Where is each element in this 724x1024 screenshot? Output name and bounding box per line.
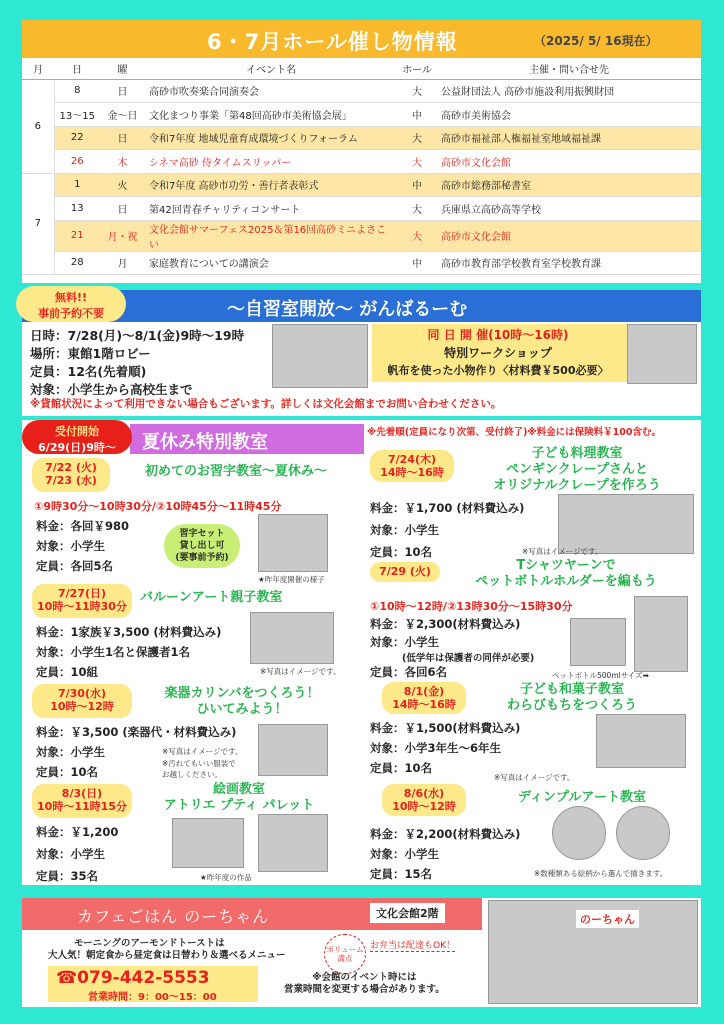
study-room-title: ～自習室開放～ がんばるーむ xyxy=(227,299,468,320)
study-room-panel xyxy=(22,290,701,416)
no-reservation-label: 事前予約不要 xyxy=(38,307,104,320)
kalimba-title xyxy=(142,686,342,718)
wagashi-fee: 料金：￥1,500(材料費込み) xyxy=(370,721,521,735)
wagashi-photo xyxy=(596,714,686,768)
day-cell: 28 xyxy=(54,251,100,275)
dow-cell: 金～日 xyxy=(100,103,145,127)
balloon-date xyxy=(32,584,132,618)
painting-target: 対象：小学生 xyxy=(36,847,105,861)
day-cell: 21 xyxy=(54,220,100,251)
holder-fee: 料金：￥2,300(材料費込み) xyxy=(370,617,521,631)
col-header: 主催・問い合せ先 xyxy=(437,58,701,79)
note-line: ※会館のイベント時には xyxy=(312,972,417,983)
date-line: 7/30(水) xyxy=(57,687,107,700)
holder-times: ①10時～12時/②13時30分～15時30分 xyxy=(370,600,573,613)
hall-cell: 中 xyxy=(397,251,437,275)
col-header: ホール xyxy=(397,58,437,79)
balloon-capacity: 定員：10組 xyxy=(36,665,99,679)
event-name-cell: シネマ高砂 侍タイムスリッパー xyxy=(145,150,397,174)
kalimba-photo xyxy=(258,724,328,776)
calligraphy-target: 対象：小学生 xyxy=(36,539,105,553)
desc-line: モーニングのアーモンドトーストは xyxy=(74,938,225,949)
date-line: 8/1(金) xyxy=(403,685,445,698)
host-cell: 高砂市美術協会 xyxy=(437,103,701,127)
painting-photo-2 xyxy=(258,814,328,872)
col-header: 月 xyxy=(22,58,54,79)
host-cell: 公益財団法人 高砂市施設利用振興財団 xyxy=(437,79,701,103)
table-row xyxy=(22,126,701,150)
dow-cell: 木 xyxy=(100,150,145,174)
wagashi-photo-note: ※写真はイメージです。 xyxy=(494,773,575,782)
holder-date xyxy=(370,562,440,582)
volume-badge xyxy=(324,934,366,974)
painting-capacity: 定員：35名 xyxy=(36,869,99,883)
events-table xyxy=(22,58,701,275)
dow-cell: 日 xyxy=(100,79,145,103)
event-name-cell: 文化まつり事業「第48回高砂市美術協会展」 xyxy=(145,103,397,127)
holder-photo-note: ペットボトル500mlサイズ➡ xyxy=(552,671,649,680)
crepe-title xyxy=(462,446,692,494)
wagashi-date xyxy=(382,682,466,714)
title-line: 楽器カリンバをつくろう！ xyxy=(164,686,320,701)
table-row xyxy=(22,197,701,221)
kalimba-photo-note2 xyxy=(162,758,236,780)
calligraphy-fee: 料金：各回￥980 xyxy=(36,519,130,533)
calligraphy-set-badge xyxy=(164,524,240,568)
hall-cell: 大 xyxy=(397,220,437,251)
crepe-target: 対象：小学生 xyxy=(370,523,439,537)
workshop-title: 特別ワークショップ xyxy=(444,346,552,360)
dimple-capacity: 定員：15名 xyxy=(370,867,433,881)
cafe-note xyxy=(284,972,445,996)
calligraphy-photo xyxy=(258,514,328,572)
event-name-cell: 令和7年度 地域児童育成環境づくりフォーラム xyxy=(145,126,397,150)
hall-events-date: （2025/ 5/ 16現在） xyxy=(534,34,658,48)
wagashi-target: 対象：小学3年生～6年生 xyxy=(370,741,502,755)
title-line: わらびもちをつくろう xyxy=(506,698,637,713)
dow-cell: 月・祝 xyxy=(100,220,145,251)
balloon-title: バルーンアート親子教室 xyxy=(140,590,283,605)
summer-class-title: 夏休み特別教室 xyxy=(142,432,268,453)
set-line: (要事前予約) xyxy=(175,553,229,563)
host-cell: 高砂市福祉部人権福祉室地域福祉課 xyxy=(437,126,701,150)
holder-sub: (低学年は保護者の同伴が必要) xyxy=(402,653,535,664)
cafe-header xyxy=(22,898,482,930)
title-line: ペットボトルホルダーを編もう xyxy=(475,574,657,589)
hall-cell: 中 xyxy=(397,173,437,197)
cafe-desc xyxy=(48,938,286,962)
crepe-date xyxy=(370,450,454,482)
balloon-target: 対象：小学生1名と保護者1名 xyxy=(36,645,191,659)
title-line: ひいてみよう！ xyxy=(196,702,288,717)
date-line: 10時～11時15分 xyxy=(37,800,127,813)
table-row xyxy=(22,103,701,127)
date-line: 14時～16時 xyxy=(392,698,456,711)
date-line: 7/24(木) xyxy=(387,453,437,466)
table-row xyxy=(22,173,701,197)
hall-cell: 大 xyxy=(397,126,437,150)
set-line: 貸し出し可 xyxy=(179,541,225,551)
month-cell: 6 xyxy=(22,79,54,173)
kalimba-fee: 料金：￥3,500 (楽器代・材料費込み) xyxy=(36,725,237,739)
painting-title xyxy=(134,782,344,814)
day-cell: 13 xyxy=(54,197,100,221)
wagashi-title xyxy=(472,682,672,714)
dimple-fee: 料金：￥2,200(材料費込み) xyxy=(370,827,521,841)
col-header: イベント名 xyxy=(145,58,397,79)
cafe-title: カフェごはん のーちゃん xyxy=(77,907,270,926)
reception-date: 6/29(日)9時～ xyxy=(38,441,116,454)
title-line: 子ども料理教室 xyxy=(531,446,623,461)
event-name-cell: 高砂市吹奏楽合同演奏会 xyxy=(145,79,397,103)
calligraphy-date xyxy=(32,458,110,492)
wagashi-capacity: 定員：10名 xyxy=(370,761,433,775)
study-note: ※貸館状況によって利用できない場合もございます。詳しくは文化会館までお問い合わせください。 xyxy=(30,398,502,410)
col-header: 曜 xyxy=(100,58,145,79)
badge-line: 満点 xyxy=(337,954,353,963)
date-line: 8/6(水) xyxy=(403,787,445,800)
badge-line: ボリューム xyxy=(326,945,364,954)
date-line: 7/27(日) xyxy=(57,587,107,600)
day-cell: 26 xyxy=(54,150,100,174)
title-line: 絵画教室 xyxy=(212,782,265,797)
desc-line: 大人気！朝定食から昼定食は日替わり＆選べるメニュー xyxy=(48,950,286,961)
table-header-row xyxy=(22,58,701,79)
dow-cell: 火 xyxy=(100,173,145,197)
holder-title xyxy=(446,558,686,590)
hall-cell: 中 xyxy=(397,103,437,127)
hall-events-panel xyxy=(22,20,701,283)
crepe-photo-note: ※写真はイメージです。 xyxy=(522,547,603,556)
hall-events-header xyxy=(22,20,701,58)
summer-note: ※先着順(定員になり次第、受付終了)※料金には保険料￥100含む。 xyxy=(367,427,661,438)
host-cell: 高砂市教育部学校教育室学校教育課 xyxy=(437,251,701,275)
reception-label: 受付開始 xyxy=(55,425,99,438)
dimple-photo-2 xyxy=(616,806,670,860)
hall-cell: 大 xyxy=(397,197,437,221)
table-row xyxy=(22,251,701,275)
painting-fee: 料金：￥1,200 xyxy=(36,825,119,839)
day-cell: 1 xyxy=(54,173,100,197)
dimple-photo-1 xyxy=(552,806,606,860)
title-line: オリジナルクレープを作ろう xyxy=(493,478,661,493)
crepe-photo xyxy=(558,494,694,554)
free-badge xyxy=(16,286,126,322)
cafe-hours: 営業時間：9：00～15：00 xyxy=(88,992,217,1003)
workshop-photo xyxy=(627,324,697,384)
calligraphy-times: ①9時30分～10時30分/②10時45分～11時45分 xyxy=(34,500,282,513)
cafe-phone: ☎079-442-5553 xyxy=(56,968,210,988)
hall-events-title: 6・7月ホール催し物情報 xyxy=(207,30,458,54)
event-name-cell: 令和7年度 高砂市功労・善行者表彰式 xyxy=(145,173,397,197)
reception-badge xyxy=(22,420,132,454)
table-row xyxy=(22,150,701,174)
day-cell: 22 xyxy=(54,126,100,150)
title-line: ペンギンクレープさんと xyxy=(506,462,648,477)
workshop-desc: 帆布を使った小物作り〈材料費￥500必要〉 xyxy=(387,364,609,377)
cafe-contact-box xyxy=(48,966,258,1002)
dimple-photo-note: ※数種類ある絵柄から選んで描きます。 xyxy=(534,869,668,878)
hall-cell: 大 xyxy=(397,79,437,103)
study-place: 場所：東館1階ロビー xyxy=(30,346,151,361)
host-cell: 高砂市総務部秘書室 xyxy=(437,173,701,197)
study-room-photo xyxy=(272,324,368,388)
study-date: 日時：7/28(月)～8/1(金)9時～19時 xyxy=(30,328,245,343)
calligraphy-capacity: 定員：各回5名 xyxy=(36,559,114,573)
dimple-title: ディンプルアート教室 xyxy=(517,790,647,805)
event-name-cell: 文化会館サマーフェス2025＆第16回高砂ミニよさこい xyxy=(145,220,397,251)
month-cell: 7 xyxy=(22,173,54,275)
host-cell: 高砂市文化会館 xyxy=(437,220,701,251)
date-line: 7/23 (水) xyxy=(45,474,97,487)
crepe-capacity: 定員：10名 xyxy=(370,545,433,559)
dimple-target: 対象：小学生 xyxy=(370,847,439,861)
note-line: ※汚れてもいい服装で xyxy=(162,759,236,768)
host-cell: 高砂市文化会館 xyxy=(437,150,701,174)
painting-photo-note: ★昨年度の作品 xyxy=(200,873,252,882)
holder-target: 対象：小学生 xyxy=(370,635,439,649)
summer-class-panel xyxy=(22,420,701,885)
col-header: 日 xyxy=(54,58,100,79)
day-cell: 8 xyxy=(54,79,100,103)
kalimba-target: 対象：小学生 xyxy=(36,745,105,759)
date-line: 10時～12時 xyxy=(392,800,456,813)
date-line: 7/29 (火) xyxy=(379,565,431,578)
event-name-cell: 家庭教育についての講演会 xyxy=(145,251,397,275)
date-line: 7/22 (火) xyxy=(45,461,97,474)
note-line: お越しください。 xyxy=(162,770,222,779)
date-line: 10時～12時 xyxy=(50,700,114,713)
table-row xyxy=(22,79,701,103)
date-line: 8/3(日) xyxy=(61,787,103,800)
balloon-fee: 料金：1家族￥3,500 (材料費込み) xyxy=(36,625,222,639)
date-line: 14時～16時 xyxy=(380,466,444,479)
study-capacity: 定員：12名(先着順) xyxy=(30,364,147,379)
kalimba-photo-note: ※写真はイメージです。 xyxy=(162,747,243,756)
kalimba-date xyxy=(32,684,132,718)
balloon-photo-note: ※写真はイメージです。 xyxy=(260,667,341,676)
bento-text: お弁当は配達もOK！ xyxy=(370,938,455,952)
study-target: 対象：小学生から高校生まで xyxy=(30,382,193,397)
hall-cell: 大 xyxy=(397,150,437,174)
day-cell: 13～15 xyxy=(54,103,100,127)
holder-capacity: 定員：各回6名 xyxy=(370,665,448,679)
free-label: 無料!! xyxy=(54,291,88,304)
dow-cell: 日 xyxy=(100,197,145,221)
summer-class-header xyxy=(130,424,364,454)
set-line: 習字セット xyxy=(179,529,225,539)
host-cell: 兵庫県立高砂高等学校 xyxy=(437,197,701,221)
table-row xyxy=(22,220,701,251)
holder-photo xyxy=(634,596,688,672)
yarn-photo xyxy=(570,618,626,666)
cafe-sign: のーちゃん xyxy=(576,910,639,928)
note-line: 営業時間を変更する場合があります。 xyxy=(284,984,445,995)
title-line: 子ども和菓子教室 xyxy=(519,682,624,697)
event-name-cell: 第42回青春チャリティコンサート xyxy=(145,197,397,221)
dow-cell: 日 xyxy=(100,126,145,150)
title-line: アトリエ プティ パレット xyxy=(163,798,315,813)
calligraphy-title: 初めてのお習字教室～夏休み～ xyxy=(144,464,327,479)
title-line: Tシャツヤーンで xyxy=(516,558,616,573)
painting-photo-1 xyxy=(172,818,244,868)
kalimba-capacity: 定員：10名 xyxy=(36,765,99,779)
cafe-panel xyxy=(22,898,701,1007)
date-line: 10時～11時30分 xyxy=(37,600,127,613)
painting-date xyxy=(32,784,132,818)
crepe-fee: 料金：￥1,700 (材料費込み) xyxy=(370,501,525,515)
dow-cell: 月 xyxy=(100,251,145,275)
cafe-floor: 文化会館2階 xyxy=(370,903,445,923)
workshop-head: 同 日 開 催(10時～16時) xyxy=(427,328,569,342)
dimple-date xyxy=(382,784,466,816)
calligraphy-photo-note: ★昨年度開催の様子 xyxy=(258,575,325,584)
balloon-photo xyxy=(250,612,334,664)
